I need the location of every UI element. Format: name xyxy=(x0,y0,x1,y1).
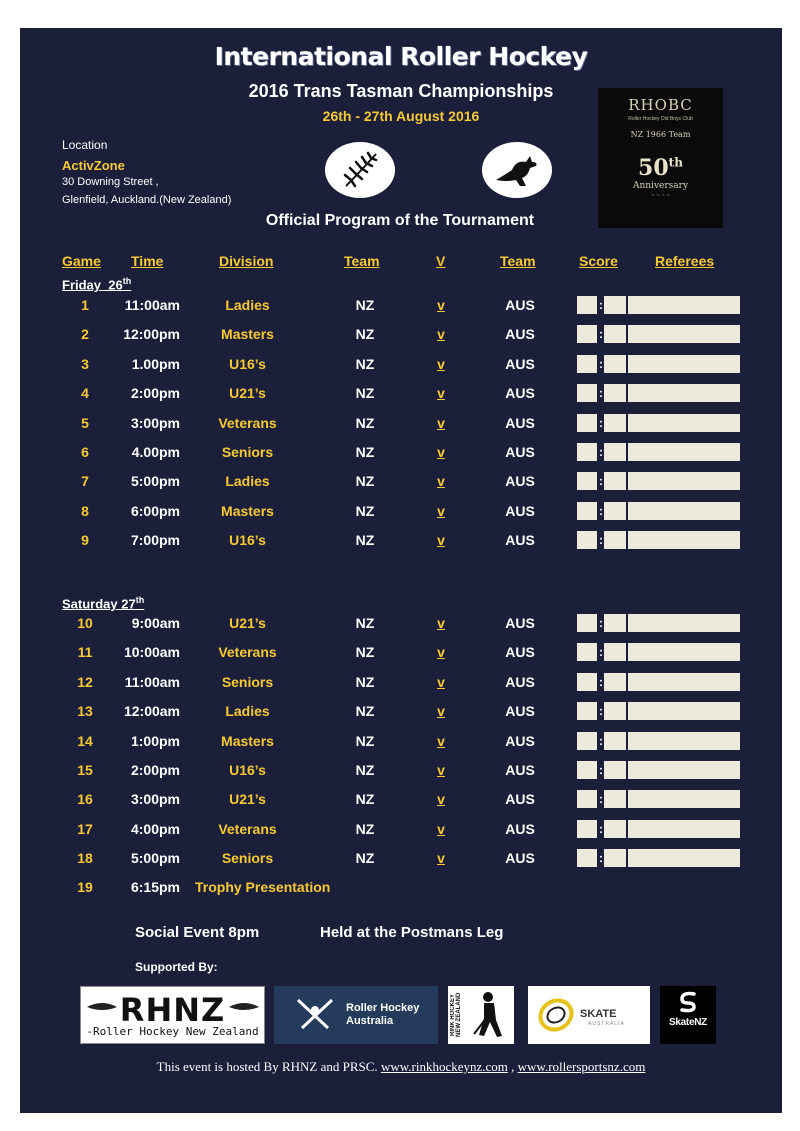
game-division: Seniors xyxy=(221,850,274,867)
game-number: 18 xyxy=(77,850,93,867)
score-separator: : xyxy=(599,445,603,459)
trophy-game-number: 19 xyxy=(77,879,93,895)
away-score-box[interactable] xyxy=(604,761,626,779)
away-team: AUS xyxy=(505,644,535,661)
away-team: AUS xyxy=(505,703,535,720)
skate-logo-subtext: AUSTRALIA xyxy=(588,1021,625,1027)
score-separator: : xyxy=(599,503,603,518)
home-team: NZ xyxy=(355,502,375,519)
game-time: 11:00am xyxy=(124,297,180,313)
referees-box[interactable] xyxy=(628,761,740,779)
away-score-box[interactable] xyxy=(604,472,626,490)
game-row xyxy=(20,788,782,810)
versus-label: v xyxy=(437,355,445,372)
game-number: 10 xyxy=(77,615,93,631)
game-time: 6:00pm xyxy=(130,502,180,519)
away-team: AUS xyxy=(505,297,535,313)
versus-label: v xyxy=(437,473,445,490)
versus-label: v xyxy=(437,732,445,749)
away-score-box[interactable] xyxy=(604,820,626,838)
game-time: 3:00pm xyxy=(130,414,180,431)
away-score-box[interactable] xyxy=(604,643,626,661)
trophy-label: Trophy Presentation xyxy=(195,879,331,895)
home-score-box[interactable] xyxy=(577,643,597,661)
footer-text: This event is hosted By RHNZ and PRSC. www.rinkhockeynz.com , www.rollersportsnz.com xyxy=(156,1059,646,1074)
rhobc-50th-anniversary-logo xyxy=(598,88,723,228)
home-team: NZ xyxy=(355,850,375,867)
versus-label: v xyxy=(437,820,445,837)
game-time: 11:00am xyxy=(124,673,180,690)
versus-label: v xyxy=(437,850,445,867)
game-time: 1.00pm xyxy=(131,355,180,372)
referees-box[interactable] xyxy=(628,673,740,691)
game-division: Ladies xyxy=(225,703,270,720)
score-separator: : xyxy=(599,763,603,777)
away-score-box[interactable] xyxy=(604,325,626,343)
score-separator: : xyxy=(599,851,603,866)
home-score-box[interactable] xyxy=(577,502,597,520)
game-division: Ladies xyxy=(225,297,270,313)
away-team: AUS xyxy=(505,385,535,402)
social-venue: Held at the Postmans Leg xyxy=(320,924,504,941)
home-score-box[interactable] xyxy=(577,732,597,750)
program-title: Official Program of the Tournament xyxy=(265,212,535,229)
rink-hockey-logo-text: RINK HOCKEY NEW ZEALAND xyxy=(450,992,462,1038)
game-number: 17 xyxy=(77,820,93,837)
rhobc-club-name: Roller Hockey Old Boys Club xyxy=(628,116,693,122)
score-separator: : xyxy=(599,792,603,807)
score-separator: : xyxy=(599,474,603,489)
game-row xyxy=(20,470,782,492)
versus-label: v xyxy=(437,532,445,549)
away-score-box[interactable] xyxy=(604,790,626,808)
game-number: 5 xyxy=(81,414,89,431)
home-score-box[interactable] xyxy=(577,414,597,432)
crossed-sticks-icon xyxy=(292,996,338,1034)
away-team: AUS xyxy=(505,673,535,690)
referees-box[interactable] xyxy=(628,702,740,720)
event-dates: 26th - 27th August 2016 xyxy=(322,108,480,124)
game-division: U21’s xyxy=(229,791,266,808)
away-team: AUS xyxy=(505,502,535,519)
away-score-box[interactable] xyxy=(604,355,626,373)
home-score-box[interactable] xyxy=(577,355,597,373)
rinkhockeynz-link[interactable]: www.rinkhockeynz.com xyxy=(380,1059,508,1074)
game-row xyxy=(20,612,782,634)
versus-label: v xyxy=(437,673,445,690)
referees-box[interactable] xyxy=(628,614,740,632)
venue-address-line2: Glenfield, Auckland.(New Zealand) xyxy=(62,194,232,206)
home-score-box[interactable] xyxy=(577,790,597,808)
col-header-game: Game xyxy=(62,253,101,269)
away-score-box[interactable] xyxy=(604,702,626,720)
col-header-time: Time xyxy=(131,253,164,269)
col-header-team1: Team xyxy=(344,253,380,269)
venue-address-line1: 30 Downing Street , xyxy=(62,176,159,188)
game-row xyxy=(20,759,782,781)
home-score-box[interactable] xyxy=(577,849,597,867)
game-division: Veterans xyxy=(218,820,277,837)
away-team: AUS xyxy=(505,791,535,808)
location-label: Location xyxy=(62,138,108,152)
versus-label: v xyxy=(437,644,445,661)
game-number: 6 xyxy=(81,444,89,460)
game-division: Veterans xyxy=(218,644,277,661)
game-division: Veterans xyxy=(218,414,277,431)
home-team: NZ xyxy=(355,473,375,490)
game-division: Seniors xyxy=(221,444,274,460)
home-team: NZ xyxy=(355,615,375,631)
rhnz-logo xyxy=(80,986,265,1044)
game-row xyxy=(20,671,782,693)
game-division: Masters xyxy=(221,502,274,519)
game-time: 4:00pm xyxy=(130,820,180,837)
away-score-box[interactable] xyxy=(604,414,626,432)
kangaroo-icon xyxy=(492,150,542,190)
game-time: 3:00pm xyxy=(130,791,180,808)
referees-box[interactable] xyxy=(628,790,740,808)
game-number: 14 xyxy=(77,732,93,749)
away-score-box[interactable] xyxy=(604,732,626,750)
game-number: 12 xyxy=(77,673,93,690)
score-separator: : xyxy=(599,356,603,371)
game-time: 10:00am xyxy=(123,644,180,661)
away-score-box[interactable] xyxy=(604,502,626,520)
home-score-box[interactable] xyxy=(577,443,597,461)
game-number: 2 xyxy=(81,326,89,343)
game-time: 4.00pm xyxy=(131,444,180,460)
championship-title: 2016 Trans Tasman Championships xyxy=(248,81,554,101)
game-division: U16’s xyxy=(229,532,266,549)
rollersportsnz-link[interactable]: www.rollersportsnz.com xyxy=(517,1059,646,1074)
skatenz-logo xyxy=(660,986,716,1044)
away-score-box[interactable] xyxy=(604,614,626,632)
game-row xyxy=(20,441,782,463)
game-time: 5:00pm xyxy=(130,473,180,490)
game-time: 7:00pm xyxy=(130,532,180,549)
away-team: AUS xyxy=(505,532,535,549)
referees-box[interactable] xyxy=(628,443,740,461)
referees-box[interactable] xyxy=(628,643,740,661)
game-number: 16 xyxy=(77,791,93,808)
day-heading-saturday: Saturday 27th xyxy=(62,595,145,612)
home-score-box[interactable] xyxy=(577,325,597,343)
rhnz-logo-text: RHNZ xyxy=(119,991,226,1029)
game-division: Ladies xyxy=(225,473,270,490)
skatenz-s-icon xyxy=(676,990,700,1014)
col-header-score: Score xyxy=(579,253,618,269)
col-header-division: Division xyxy=(219,253,274,269)
versus-label: v xyxy=(437,326,445,343)
referees-box[interactable] xyxy=(628,820,740,838)
skatenz-logo-text: SkateNZ xyxy=(669,1017,707,1028)
versus-label: v xyxy=(437,615,445,631)
referees-box[interactable] xyxy=(628,414,740,432)
supported-by-label: Supported By: xyxy=(135,960,218,974)
game-time: 12:00pm xyxy=(123,326,180,343)
referees-box[interactable] xyxy=(628,296,740,314)
game-row xyxy=(20,353,782,375)
rink-hockey-nz-logo xyxy=(448,986,514,1044)
home-team: NZ xyxy=(355,444,375,460)
game-number: 4 xyxy=(81,385,89,402)
versus-label: v xyxy=(437,385,445,402)
referees-box[interactable] xyxy=(628,325,740,343)
score-separator: : xyxy=(599,733,603,748)
game-row xyxy=(20,529,782,551)
game-number: 7 xyxy=(81,473,89,490)
game-row xyxy=(20,641,782,663)
game-time: 2:00pm xyxy=(130,385,180,402)
game-time: 2:00pm xyxy=(130,762,180,778)
home-score-box[interactable] xyxy=(577,820,597,838)
score-separator: : xyxy=(599,821,603,836)
score-separator: : xyxy=(599,704,603,719)
referees-box[interactable] xyxy=(628,531,740,549)
versus-label: v xyxy=(437,791,445,808)
game-row xyxy=(20,412,782,434)
versus-label: v xyxy=(437,502,445,519)
away-score-box[interactable] xyxy=(604,384,626,402)
away-team: AUS xyxy=(505,414,535,431)
program-poster xyxy=(20,28,782,1113)
col-header-team2: Team xyxy=(500,253,536,269)
away-team: AUS xyxy=(505,820,535,837)
away-score-box[interactable] xyxy=(604,531,626,549)
away-team: AUS xyxy=(505,615,535,631)
game-time: 12:00am xyxy=(123,703,180,720)
game-row xyxy=(20,294,782,316)
rhnz-logo-fullname: -Roller Hockey New Zealand xyxy=(86,1025,259,1038)
away-score-box[interactable] xyxy=(604,673,626,691)
away-team: AUS xyxy=(505,850,535,867)
silver-fern-icon xyxy=(338,148,382,192)
home-team: NZ xyxy=(355,820,375,837)
rhobc-signature-mark: ~ ~ ~ ~ xyxy=(650,193,671,199)
kangaroo-emblem xyxy=(482,142,552,198)
game-division: Seniors xyxy=(221,673,274,690)
home-team: NZ xyxy=(355,644,375,661)
home-team: NZ xyxy=(355,732,375,749)
referees-box[interactable] xyxy=(628,384,740,402)
social-event: Social Event 8pm xyxy=(135,924,260,941)
referees-box[interactable] xyxy=(628,355,740,373)
score-separator: : xyxy=(599,327,603,342)
home-team: NZ xyxy=(355,762,375,778)
home-team: NZ xyxy=(355,385,375,402)
game-time: 1:00pm xyxy=(130,732,180,749)
skate-australia-logo xyxy=(528,986,650,1044)
versus-label: v xyxy=(437,703,445,720)
away-score-box[interactable] xyxy=(604,296,626,314)
referees-box[interactable] xyxy=(628,502,740,520)
game-division: Masters xyxy=(221,732,274,749)
game-number: 8 xyxy=(81,502,89,519)
col-header-v: V xyxy=(436,253,446,269)
home-score-box[interactable] xyxy=(577,614,597,632)
home-score-box[interactable] xyxy=(577,384,597,402)
home-team: NZ xyxy=(355,297,375,313)
away-team: AUS xyxy=(505,762,535,778)
home-team: NZ xyxy=(355,355,375,372)
trophy-row xyxy=(20,876,782,898)
versus-label: v xyxy=(437,762,445,778)
game-division: Masters xyxy=(221,326,274,343)
referees-box[interactable] xyxy=(628,472,740,490)
col-header-referees: Referees xyxy=(655,253,715,269)
rhobc-anniversary-number: 50th xyxy=(638,155,683,181)
versus-label: v xyxy=(437,414,445,431)
home-team: NZ xyxy=(355,791,375,808)
home-score-box[interactable] xyxy=(577,472,597,490)
game-number: 13 xyxy=(77,703,93,720)
referees-box[interactable] xyxy=(628,849,740,867)
home-score-box[interactable] xyxy=(577,761,597,779)
game-number: 11 xyxy=(77,644,93,661)
home-score-box[interactable] xyxy=(577,531,597,549)
home-team: NZ xyxy=(355,414,375,431)
score-separator: : xyxy=(599,415,603,430)
home-score-box[interactable] xyxy=(577,296,597,314)
home-score-box[interactable] xyxy=(577,702,597,720)
game-number: 1 xyxy=(81,297,89,313)
main-title: International Roller Hockey xyxy=(214,42,588,71)
game-row xyxy=(20,323,782,345)
versus-label: v xyxy=(437,297,445,313)
score-separator: : xyxy=(599,298,603,312)
away-team: AUS xyxy=(505,444,535,460)
away-team: AUS xyxy=(505,732,535,749)
game-time: 5:00pm xyxy=(130,850,180,867)
home-team: NZ xyxy=(355,673,375,690)
game-row xyxy=(20,700,782,722)
away-score-box[interactable] xyxy=(604,443,626,461)
game-row xyxy=(20,500,782,522)
game-number: 3 xyxy=(81,355,89,372)
game-division: U16’s xyxy=(229,355,266,372)
away-team: AUS xyxy=(505,326,535,343)
score-separator: : xyxy=(599,674,603,689)
game-number: 15 xyxy=(77,762,93,778)
away-team: AUS xyxy=(505,355,535,372)
away-score-box[interactable] xyxy=(604,849,626,867)
skate-logo-text: SKATE xyxy=(580,1008,617,1020)
rhobc-team: NZ 1966 Team xyxy=(630,130,691,139)
rink-player-icon xyxy=(464,990,510,1040)
home-team: NZ xyxy=(355,532,375,549)
rha-logo-text: Roller Hockey Australia xyxy=(346,1002,420,1027)
game-row xyxy=(20,818,782,840)
game-number: 9 xyxy=(81,532,89,549)
roller-hockey-australia-logo xyxy=(274,986,438,1044)
game-division: U21’s xyxy=(229,385,266,402)
home-team: NZ xyxy=(355,703,375,720)
skate-swirl-icon xyxy=(536,994,576,1036)
referees-box[interactable] xyxy=(628,732,740,750)
versus-label: v xyxy=(437,444,445,460)
day-heading-friday: Friday 26th xyxy=(62,276,132,293)
game-row xyxy=(20,730,782,752)
home-team: NZ xyxy=(355,326,375,343)
home-score-box[interactable] xyxy=(577,673,597,691)
silver-fern-emblem xyxy=(325,142,395,198)
score-separator: : xyxy=(599,386,603,401)
game-time: 9:00am xyxy=(131,615,180,631)
game-division: U21’s xyxy=(229,615,266,631)
score-separator: : xyxy=(599,616,603,630)
rhobc-anniversary-word: Anniversary xyxy=(632,181,689,191)
game-division: U16’s xyxy=(229,762,266,778)
rhobc-title: RHOBC xyxy=(628,96,693,114)
score-separator: : xyxy=(599,645,603,660)
venue-name: ActivZone xyxy=(62,158,125,173)
score-separator: : xyxy=(599,533,603,548)
game-row xyxy=(20,847,782,869)
trophy-time: 6:15pm xyxy=(130,879,180,895)
away-team: AUS xyxy=(505,473,535,490)
game-row xyxy=(20,382,782,404)
